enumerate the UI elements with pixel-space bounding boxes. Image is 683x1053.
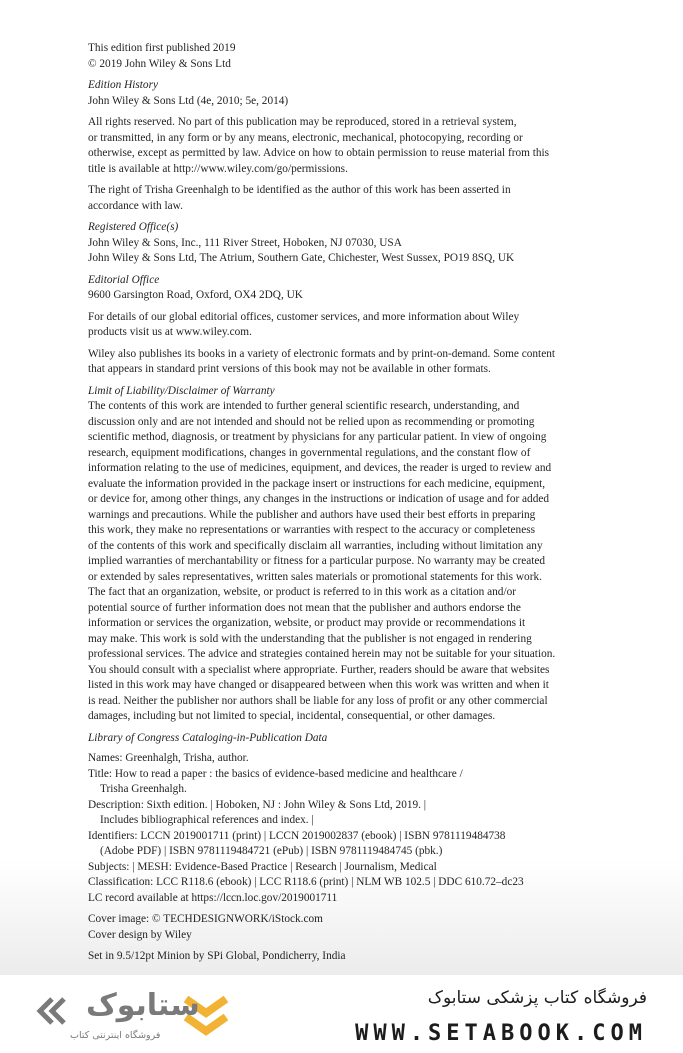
global-offices-paragraph xyxy=(88,310,593,341)
page-content xyxy=(88,41,593,965)
rights-line: or transmitted, in any form or by any means, electronic, mechanical, photocopying, recording or xyxy=(88,131,523,144)
cip-title-cont: Trisha Greenhalgh. xyxy=(100,783,187,795)
first-published: This edition first published 2019 xyxy=(88,42,236,54)
cip-identifiers-cont: (Adobe PDF) | ISBN 9781119484721 (ePub) | ISBN 9781119484745 (pbk.) xyxy=(100,845,443,857)
rights-paragraph xyxy=(88,115,593,177)
cip-identifiers: Identifiers: LCCN 2019001711 (print) | LCCN 2019002837 (ebook) | ISBN 9781119484738 xyxy=(88,829,506,842)
global-offices-line: products visit us at www.wiley.com. xyxy=(88,326,252,338)
disclaimer-line: information or services the organization, website, or product may provide or recommendations it xyxy=(88,617,526,629)
author-right-line: The right of Trisha Greenhalgh to be identified as the author of this work has been asserted in xyxy=(88,184,511,196)
store-url-link[interactable]: WWW.SETABOOK.COM xyxy=(355,1021,647,1046)
disclaimer-line: research, equipment modifications, changes in governmental regulations, and the constant flow of xyxy=(88,446,531,459)
edition-history-text: John Wiley & Sons Ltd (4e, 2010; 5e, 2014) xyxy=(88,94,289,107)
disclaimer-line: scientific method, diagnosis, or treatment by physicians for any particular patient. In view of ongoing xyxy=(88,431,547,443)
copyright-line: © 2019 John Wiley & Sons Ltd xyxy=(88,57,231,70)
registered-office-line: John Wiley & Sons, Inc., 111 River Street, Hoboken, NJ 07030, USA xyxy=(88,236,402,249)
rights-line: All rights reserved. No part of this publication may be reproduced, stored in a retrieval system, xyxy=(88,116,517,128)
logo-wordmark: ستابوک xyxy=(86,988,200,1023)
editorial-office-text: 9600 Garsington Road, Oxford, OX4 2DQ, UK xyxy=(88,289,303,301)
editorial-office-heading: Editorial Office xyxy=(88,273,160,286)
disclaimer-line: of the contents of this work and specifically disclaim all warranties, including without limitation any xyxy=(88,539,543,552)
disclaimer-paragraph xyxy=(88,399,593,725)
disclaimer-line: listed in this work may have changed or disappeared between when this work was written and when it xyxy=(88,679,549,691)
store-name: فروشگاه کتاب پزشکی ستابوک xyxy=(427,988,647,1008)
cip-names: Names: Greenhalgh, Trisha, author. xyxy=(88,752,249,764)
disclaimer-line: potential source of further information does not mean that the publisher and authors endorse the xyxy=(88,601,521,614)
disclaimer-line: evaluate the information provided in the package insert or instructions for each medicine, equipment, xyxy=(88,477,546,490)
rights-line: otherwise, except as permitted by law. Advice on how to obtain permission to reuse material from this xyxy=(88,147,550,159)
cip-title: Title: How to read a paper : the basics of evidence-based medicine and healthcare / xyxy=(88,767,463,780)
disclaimer-line: The contents of this work are intended to further general scientific research, understanding, and xyxy=(88,400,520,412)
cip-description: Description: Sixth edition. | Hoboken, NJ : John Wiley & Sons Ltd, 2019. | xyxy=(88,798,427,811)
cip-lc-record: LC record available at https://lccn.loc.gov/2019001711 xyxy=(88,891,338,904)
author-right-line: accordance with law. xyxy=(88,199,183,212)
disclaimer-line: damages, including but not limited to special, incidental, consequential, or other damages. xyxy=(88,710,496,722)
disclaimer-line: You should consult with a specialist where appropriate. Further, readers should be aware that websites xyxy=(88,663,550,676)
rights-line: title is available at http://www.wiley.com/go/permissions. xyxy=(88,162,348,175)
cip-description-cont: Includes bibliographical references and index. | xyxy=(100,814,314,826)
cip-heading: Library of Congress Cataloging-in-Publication Data xyxy=(88,731,328,744)
edition-history-heading: Edition History xyxy=(88,79,158,91)
disclaimer-line: warnings and precautions. While the publisher and authors have used their best efforts in preparing xyxy=(88,508,536,521)
formats-line: that appears in standard print versions of this book may not be available in other formats. xyxy=(88,363,491,375)
disclaimer-line: may make. This work is sold with the understanding that the publisher is not engaged in rendering xyxy=(88,632,532,645)
formats-paragraph xyxy=(88,347,593,378)
disclaimer-line: implied warranties of merchantability or fitness for a particular purpose. No warranty may be created xyxy=(88,555,546,567)
cip-subjects: Subjects: | MESH: Evidence-Based Practice | Research | Journalism, Medical xyxy=(88,860,437,873)
disclaimer-line: The fact that an organization, website, or product is referred to in this work as a citation and/or xyxy=(88,586,516,598)
cover-image-credit: Cover image: © TECHDESIGNWORK/iStock.com xyxy=(88,913,323,925)
cover-credits xyxy=(88,912,593,943)
registered-office-heading: Registered Office(s) xyxy=(88,221,179,233)
formats-line: Wiley also publishes its books in a variety of electronic formats and by print-on-demand. Some content xyxy=(88,347,556,360)
logo-tagline: فروشگاه اینترنتی کتاب xyxy=(70,1030,161,1041)
global-offices-line: For details of our global editorial offices, customer services, and more information about Wiley xyxy=(88,310,520,323)
cip-classification: Classification: LCC R118.6 (ebook) | LCC R118.6 (print) | NLM WB 102.5 | DDC 610.72–dc23 xyxy=(88,876,524,888)
cip-block xyxy=(88,751,593,906)
registered-office-line: John Wiley & Sons Ltd, The Atrium, Southern Gate, Chichester, West Sussex, PO19 8SQ, UK xyxy=(88,252,515,264)
disclaimer-line: this work, they make no representations or warranties with respect to the accuracy or completeness xyxy=(88,524,536,536)
cover-design-credit: Cover design by Wiley xyxy=(88,928,192,941)
disclaimer-line: information relating to the use of medicines, equipment, and devices, the reader is urged to review and xyxy=(88,462,552,474)
disclaimer-line: or extended by sales representatives, written sales materials or promotional statements for this work. xyxy=(88,570,542,583)
disclaimer-line: professional services. The advice and strategies contained herein may not be suitable for your situation. xyxy=(88,648,556,660)
author-right-paragraph xyxy=(88,183,593,214)
disclaimer-line: discussion only and are not intended and should not be relied upon as recommending or promoting xyxy=(88,415,535,428)
typeset-line: Set in 9.5/12pt Minion by SPi Global, Pondicherry, India xyxy=(88,950,346,962)
disclaimer-line: is read. Neither the publisher nor authors shall be liable for any loss of profit or any other commercial xyxy=(88,694,548,707)
disclaimer-line: or device for, among other things, any changes in the instructions or indication of usage and for added xyxy=(88,493,550,505)
disclaimer-heading: Limit of Liability/Disclaimer of Warranty xyxy=(88,384,275,397)
